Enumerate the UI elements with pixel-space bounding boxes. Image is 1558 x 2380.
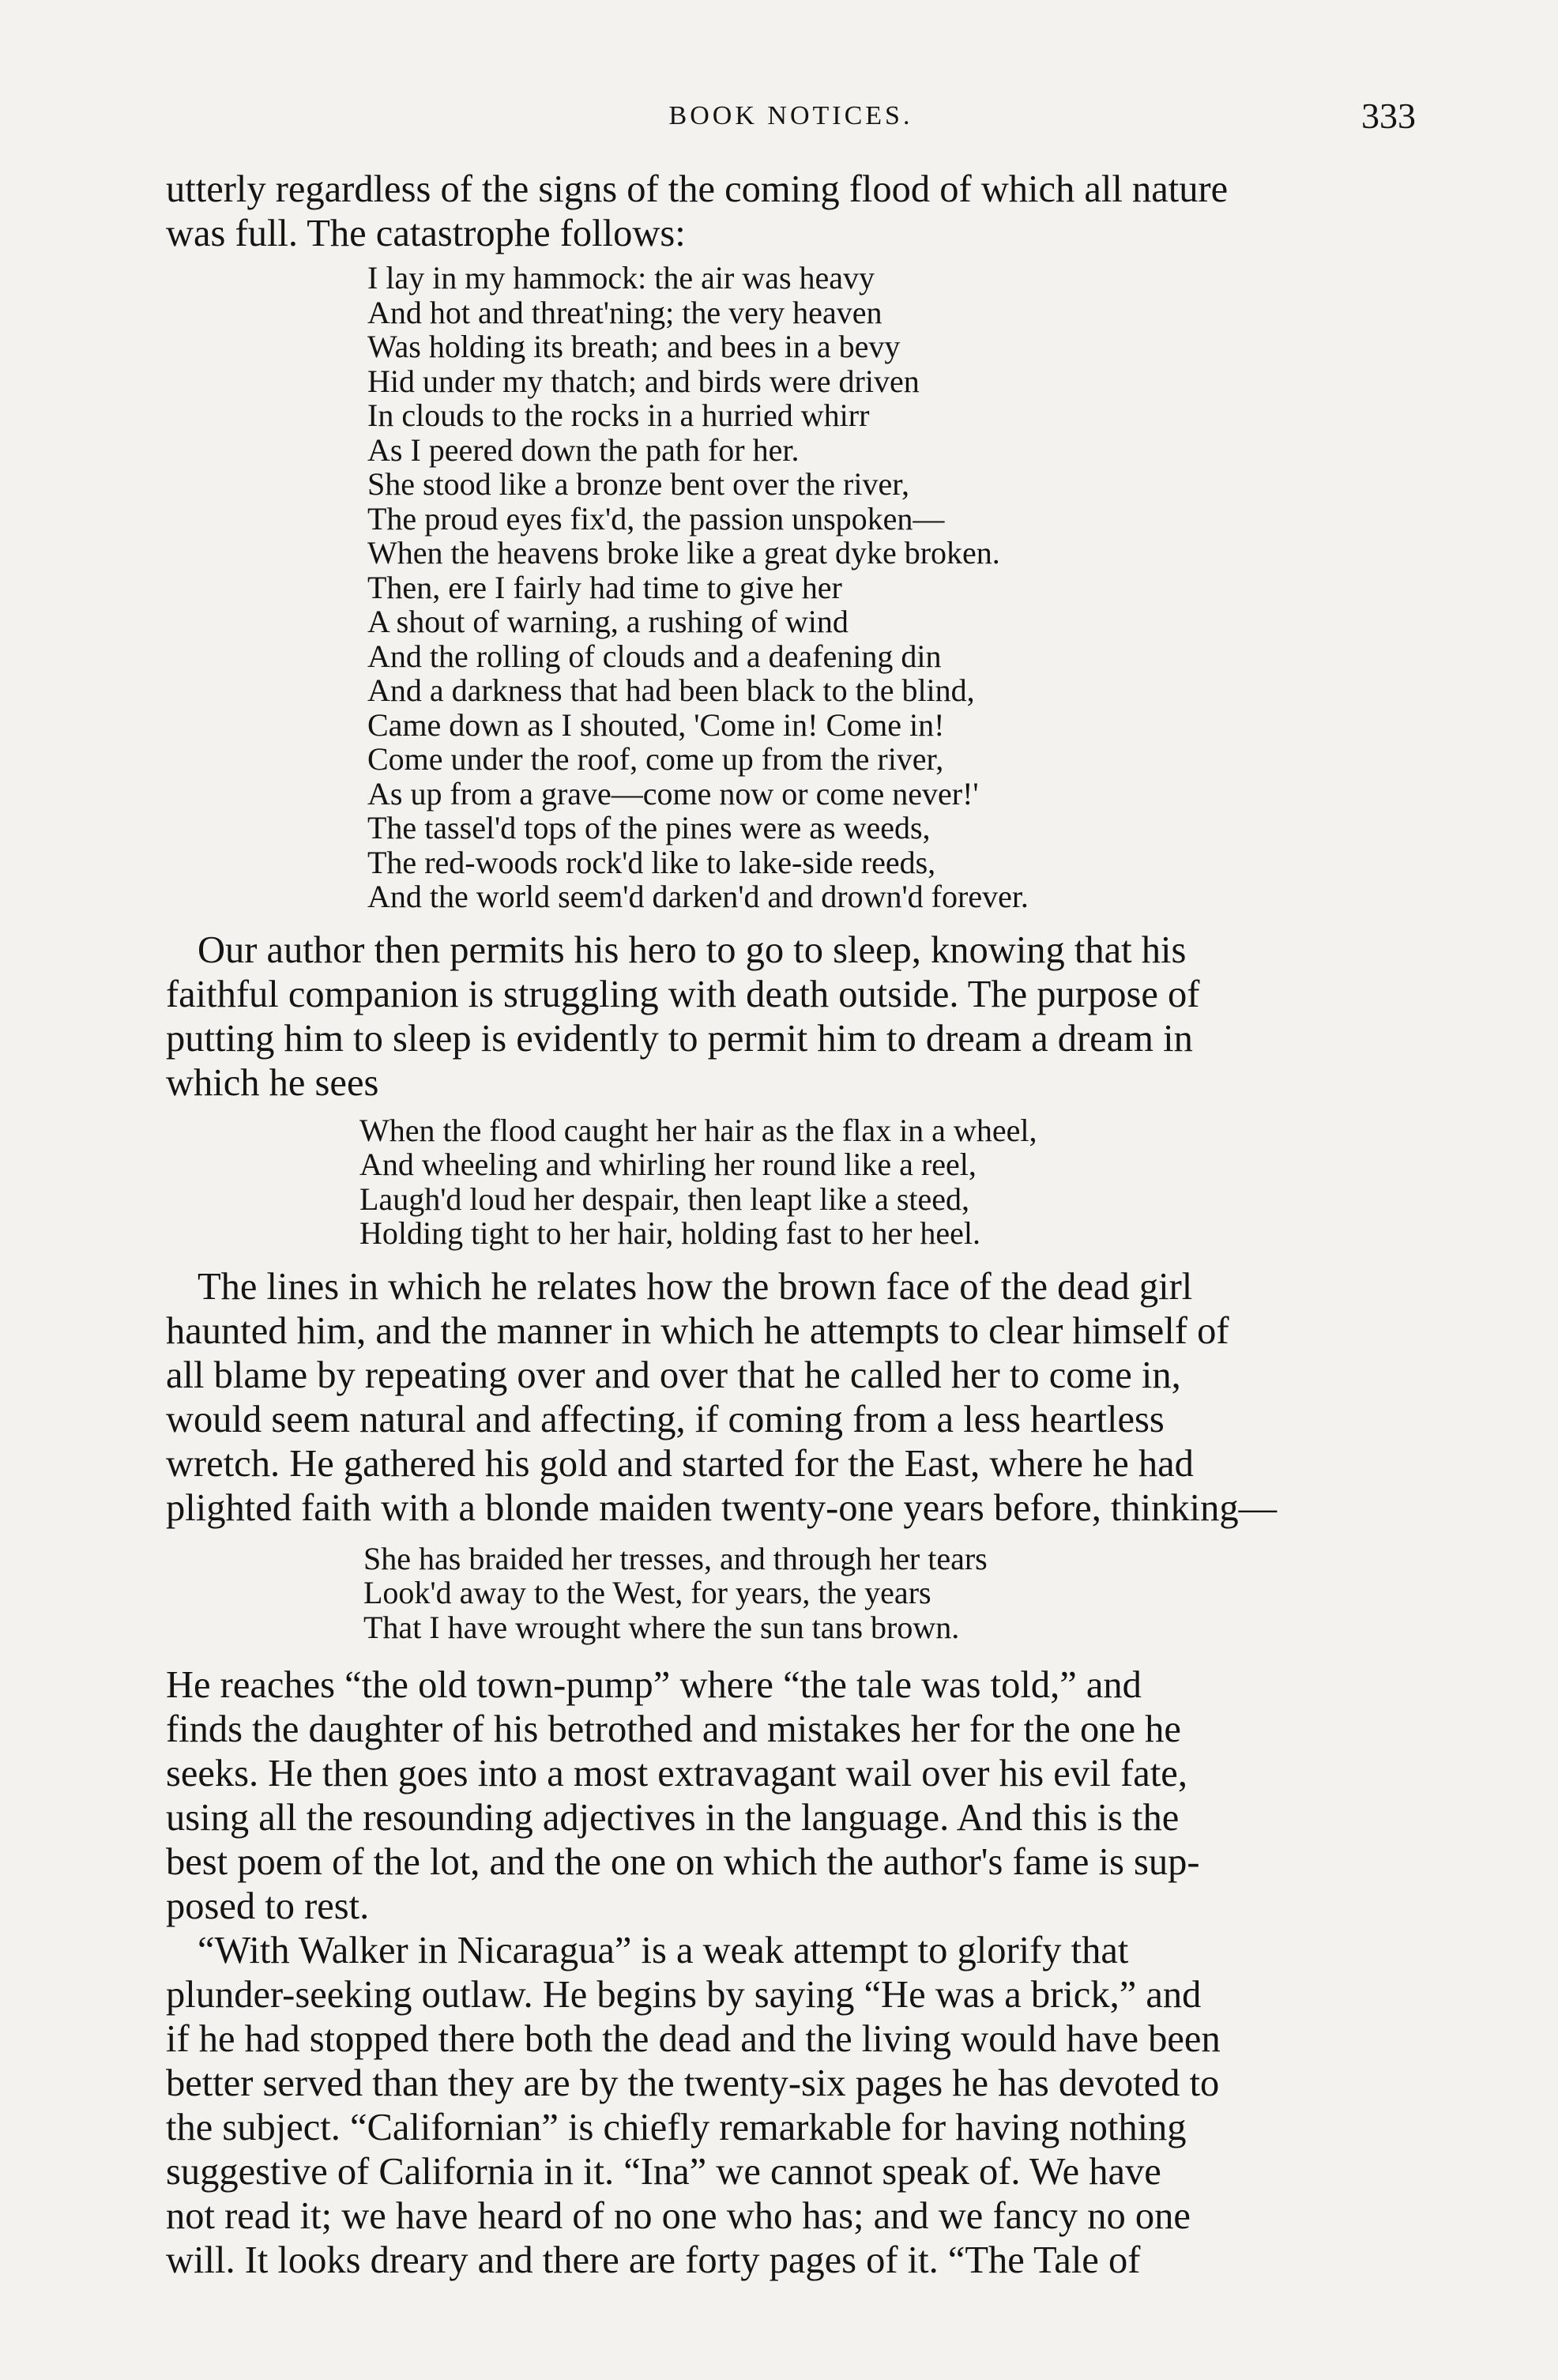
text-line: using all the resounding adjectives in the language. And this is the (166, 1797, 1180, 1839)
text-line: suggestive of California in it. “Ina” we cannot speak of. We have (166, 2151, 1161, 2193)
text-line: The lines in which he relates how the brown face of the dead girl (198, 1265, 1193, 1308)
paragraph-1 (166, 168, 1414, 256)
verse-line: When the heavens broke like a great dyke broken. (367, 535, 1000, 571)
text-line: faithful companion is struggling with death outside. The purpose of (166, 973, 1200, 1015)
text-line: He reaches “the old town-pump” where “the tale was told,” and (166, 1664, 1142, 1706)
verse-line: Holding tight to her hair, holding fast to her heel. (359, 1215, 981, 1251)
verse-line: She has braided her tresses, and through her tears (363, 1540, 988, 1576)
text-line: all blame by repeating over and over that he called her to come in, (166, 1354, 1181, 1396)
verse-line: Come under the roof, come up from the river, (367, 741, 944, 777)
verse-line: That I have wrought where the sun tans brown. (363, 1609, 960, 1645)
text-line: plighted faith with a blonde maiden twenty-one years before, thinking— (166, 1486, 1278, 1529)
verse-line: And the world seem'd darken'd and drown'd forever. (367, 879, 1029, 914)
page-header (166, 95, 1416, 150)
verse-line: Look'd away to the West, for years, the years (363, 1575, 931, 1610)
verse-line: Hid under my thatch; and birds were driven (367, 363, 920, 399)
paragraph-5 (166, 1929, 1414, 2283)
verse-line: And the rolling of clouds and a deafening din (367, 638, 942, 674)
running-head: BOOK NOTICES. (668, 101, 913, 130)
text-line: better served than they are by the twenty-six pages he has devoted to (166, 2062, 1220, 2104)
text-line: Our author then permits his hero to go to sleep, knowing that his (198, 928, 1187, 971)
text-line: plunder-seeking outlaw. He begins by saying “He was a brick,” and (166, 1974, 1202, 2016)
verse-line: As I peered down the path for her. (367, 431, 800, 468)
paragraph-3 (166, 1265, 1414, 1531)
verse-line: A shout of warning, a rushing of wind (367, 604, 849, 639)
verse-line: Laugh'd loud her despair, then leapt like a steed, (359, 1181, 970, 1217)
verse-quote-2 (359, 1113, 1414, 1251)
text-line: utterly regardless of the signs of the coming flood of which all nature (166, 168, 1229, 210)
text-line: best poem of the lot, and the one on which the author's fame is sup- (166, 1841, 1200, 1883)
verse-line: In clouds to the rocks in a hurried whirr (367, 397, 870, 433)
verse-line: Was holding its breath; and bees in a bevy (367, 329, 901, 364)
verse-line: And a darkness that had been black to the blind, (367, 672, 975, 708)
verse-line: The proud eyes fix'd, the passion unspoken— (367, 500, 945, 537)
page-body (166, 168, 1414, 2283)
page-number: 333 (1361, 96, 1416, 136)
verse-line: And wheeling and whirling her round like a reel, (359, 1147, 977, 1182)
verse-quote-1 (367, 261, 1414, 914)
text-line: which he sees (166, 1061, 379, 1104)
paragraph-2 (166, 928, 1414, 1105)
verse-line: When the flood caught her hair as the flax in a wheel, (359, 1112, 1037, 1148)
text-line: haunted him, and the manner in which he attempts to clear himself of (166, 1309, 1229, 1352)
verse-line: And hot and threat'ning; the very heaven (367, 294, 882, 330)
text-line: would seem natural and affecting, if coming from a less heartless (166, 1398, 1165, 1440)
text-line: will. It looks dreary and there are forty pages of it. “The Tale of (166, 2239, 1141, 2281)
text-line: the subject. “Californian” is chiefly remarkable for having nothing (166, 2107, 1187, 2148)
text-line: posed to rest. (166, 1885, 370, 1927)
verse-quote-3 (363, 1542, 1414, 1645)
verse-line: She stood like a bronze bent over the river, (367, 466, 909, 502)
text-line: if he had stopped there both the dead and the living would have been (166, 2018, 1221, 2060)
verse-line: The red-woods rock'd like to lake-side reeds, (367, 844, 936, 880)
verse-line: Then, ere I fairly had time to give her (367, 569, 842, 605)
text-line: was full. The catastrophe follows: (166, 213, 686, 254)
paragraph-4 (166, 1663, 1414, 1929)
text-line: finds the daughter of his betrothed and mistakes her for the one he (166, 1708, 1181, 1750)
text-line: seeks. He then goes into a most extravagant wail over his evil fate, (166, 1753, 1187, 1794)
text-line: “With Walker in Nicaragua” is a weak attempt to glorify that (198, 1930, 1129, 1971)
verse-line: The tassel'd tops of the pines were as weeds, (367, 810, 931, 845)
text-line: wretch. He gathered his gold and started for the East, where he had (166, 1442, 1194, 1485)
text-line: putting him to sleep is evidently to permit him to dream a dream in (166, 1017, 1193, 1060)
verse-line: Came down as I shouted, 'Come in! Come in! (367, 706, 945, 743)
text-line: not read it; we have heard of no one who has; and we fancy no one (166, 2195, 1191, 2237)
verse-line: As up from a grave—come now or come never!' (367, 775, 979, 812)
verse-line: I lay in my hammock: the air was heavy (367, 260, 875, 296)
